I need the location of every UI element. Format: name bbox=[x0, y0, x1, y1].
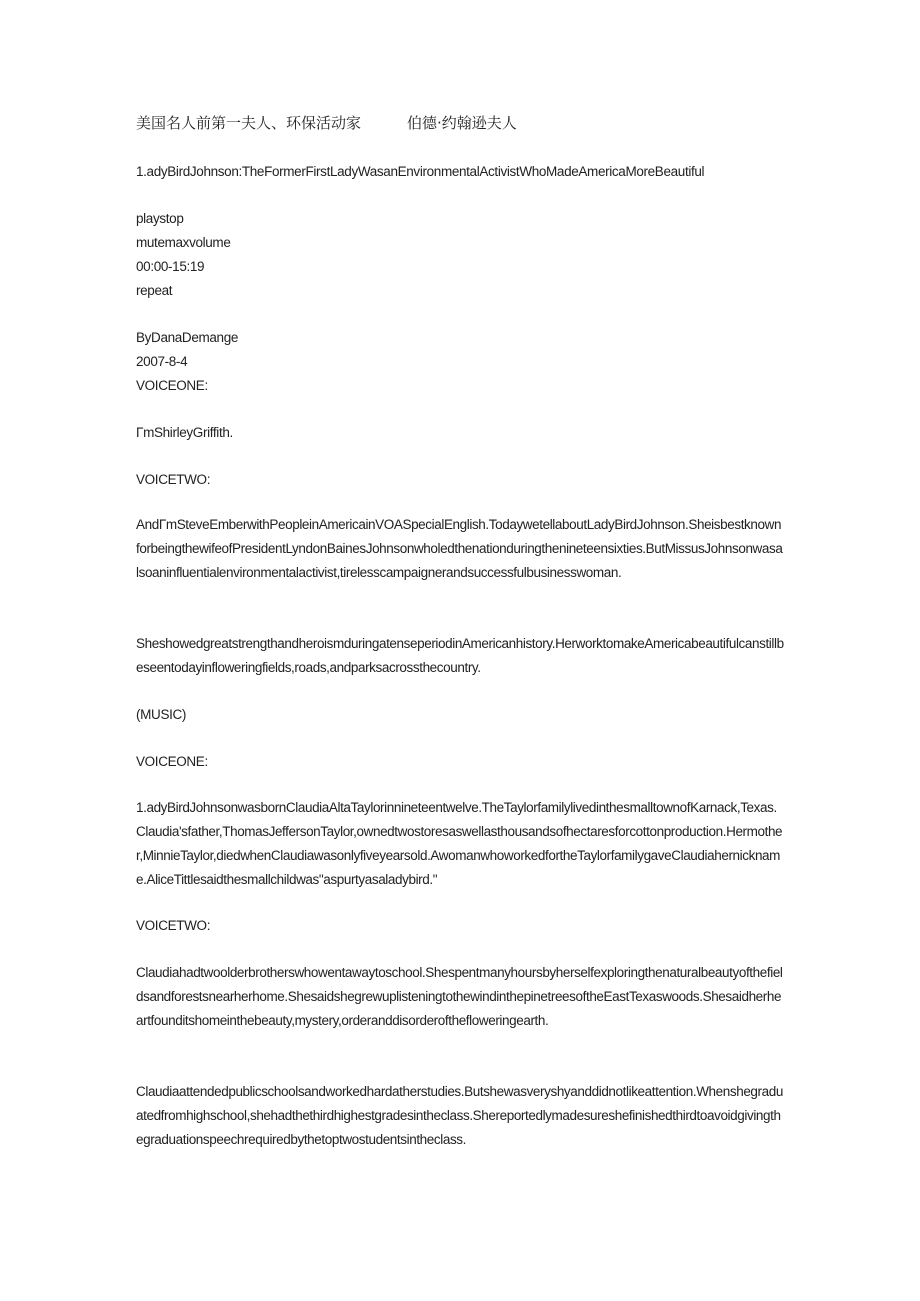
byline: ByDanaDemange bbox=[136, 330, 239, 345]
paragraph: SheshowedgreatstrengthandheroismduringatenseperiodinAmericanhistory.HerworktomakeAmericabeautifulcanstillbeseentodayinfloweringfields,roads,andparksacrossthecountry. bbox=[136, 636, 784, 675]
player-play-stop: playstop bbox=[136, 211, 184, 226]
paragraph: AndΓmSteveEmberwithPeopleinAmericainVOASpecialEnglish.TodaywetellaboutLadyBirdJohnson.SheisbestknownforbeingthewifeofPresidentLyndonBainesJohnsonwholedthenationduringthenineteensixties.ButMissusJohnsonwasalsoaninfluentialenvironmentalactivist,tirelesscampaignerandsuccessfulbusinesswoman. bbox=[136, 517, 783, 580]
paragraph: Claudiaattendedpublicschoolsandworkedhardatherstudies.Butshewasveryshyanddidnotlikeattention.Whenshegraduatedfromhighschool,shehadthethirdhighestgradesintheclass.Shereportedlymadesureshefinishedthirdtoavoidgivingthegraduationspeechrequiredbythetoptwostudentsintheclass. bbox=[136, 1084, 783, 1147]
speaker-voice-one: VOICEONE: bbox=[136, 378, 208, 393]
chinese-title-right: 伯德·约翰逊夫人 bbox=[407, 114, 517, 132]
paragraph-intro: ΓmShirleyGriffith. bbox=[136, 425, 233, 440]
chinese-title bbox=[136, 114, 517, 132]
paragraph: Claudiahadtwoolderbrotherswhowentawaytoschool.Shespentmanyhoursbyherselfexploringthenaturalbeautyofthefieldsandforestsnearherhome.ShesaidshegrewuplisteningtothewindinthepinetreesoftheEastTexaswoods.Shesaidherheartfounditshomeinthebeauty,mystery,orderanddisorderofthefloweringearth. bbox=[136, 965, 783, 1028]
player-time: 00:00-15:19 bbox=[136, 259, 205, 274]
speaker-voice-one: VOICEONE: bbox=[136, 754, 208, 769]
date: 2007-8-4 bbox=[136, 354, 188, 369]
speaker-voice-two: VOICETWO: bbox=[136, 918, 211, 933]
music-cue: (MUSIC) bbox=[136, 707, 187, 722]
english-title: 1.adyBirdJohnson:TheFormerFirstLadyWasanEnvironmentalActivistWhoMadeAmericaMoreBeautiful bbox=[136, 164, 705, 179]
player-repeat: repeat bbox=[136, 283, 173, 298]
speaker-voice-two: VOICETWO: bbox=[136, 472, 211, 487]
chinese-title-left: 美国名人前第一夫人、环保活动家 bbox=[136, 114, 362, 132]
player-volume: mutemaxvolume bbox=[136, 235, 231, 250]
paragraph: 1.adyBirdJohnsonwasbornClaudiaAltaTaylorinnineteentwelve.TheTaylorfamilylivedinthesmalltownofKarnack,Texas.Claudia'sfather,ThomasJeffersonTaylor,ownedtwostoresaswellasthousandsofhectaresforcottonproduction.Hermother,MinnieTaylor,diedwhenClaudiawasonlyfiveyearsold.AwomanwhoworkedfortheTaylorfamilygaveClaudiahernickname.AliceTittlesaidthesmallchildwas"aspurtyasaladybird." bbox=[136, 800, 783, 887]
